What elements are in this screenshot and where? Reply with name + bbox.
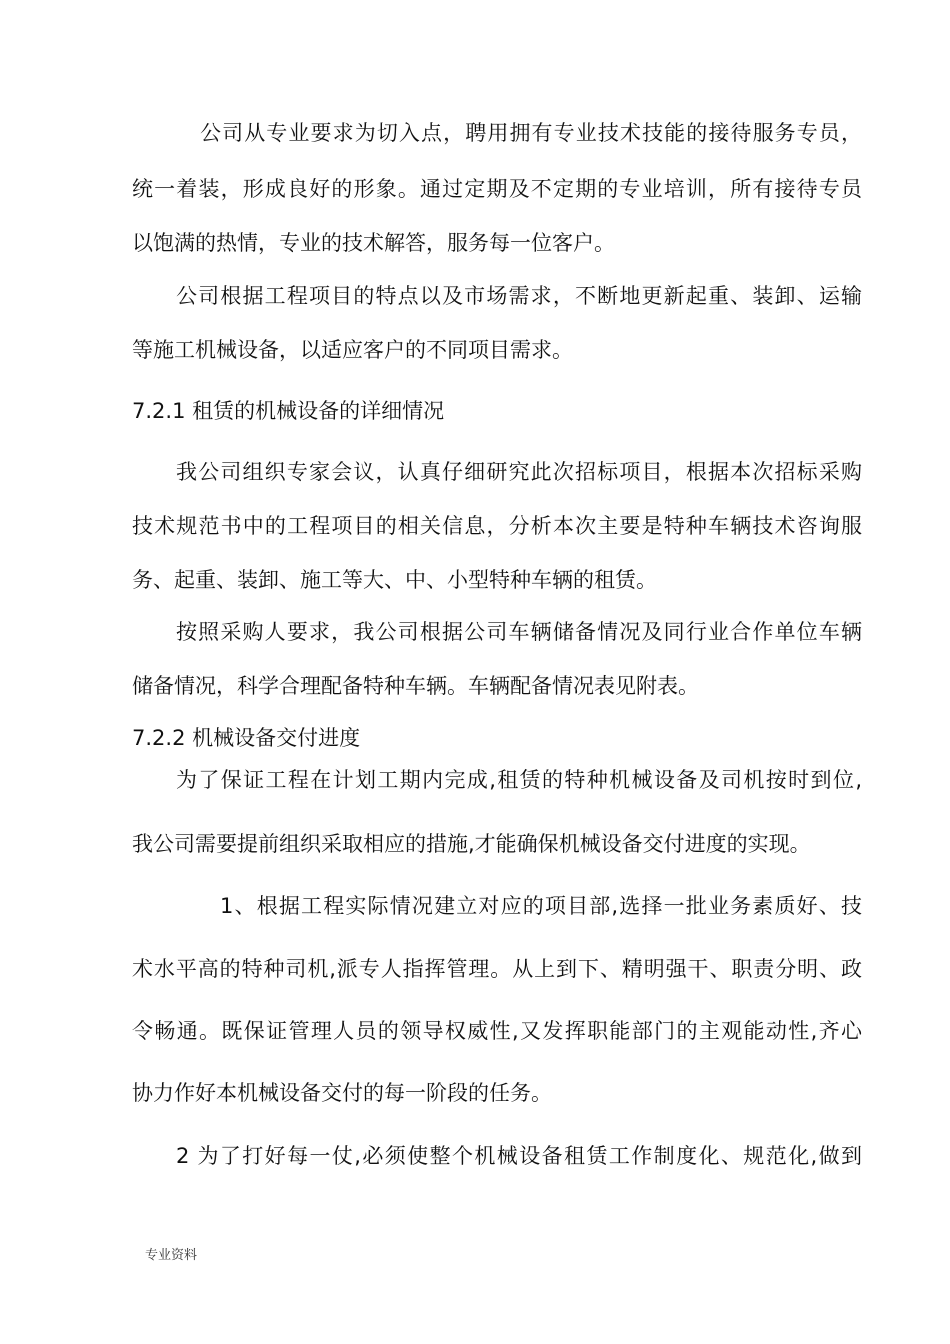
paragraph-7-line-1: 2 为了打好每一仗,必须使整个机械设备租赁工作制度化、规范化,做到 — [176, 1144, 862, 1168]
paragraph-6-line-3: 令畅通。既保证管理人员的领导权威性,又发挥职能部门的主观能动性,齐心 — [132, 1019, 862, 1043]
paragraph-3-line-3: 务、起重、装卸、施工等大、中、小型特种车辆的租赁。 — [132, 568, 657, 592]
paragraph-4-line-2: 储备情况，科学合理配备特种车辆。车辆配备情况表见附表。 — [132, 674, 699, 698]
paragraph-5-line-2: 我公司需要提前组织采取相应的措施,才能确保机械设备交付进度的实现。 — [132, 832, 811, 856]
paragraph-6-line-1: 1、根据工程实际情况建立对应的项目部,选择一批业务素质好、技 — [220, 894, 862, 918]
page-footer-label: 专业资料 — [145, 1248, 198, 1263]
paragraph-5-line-1: 为了保证工程在计划工期内完成,租赁的特种机械设备及司机按时到位, — [176, 768, 862, 792]
section-heading-7-2-1: 7.2.1 租赁的机械设备的详细情况 — [132, 399, 445, 423]
paragraph-6-line-4: 协力作好本机械设备交付的每一阶段的任务。 — [132, 1081, 552, 1105]
paragraph-4-line-1: 按照采购人要求，我公司根据公司车辆储备情况及同行业合作单位车辆 — [176, 620, 862, 644]
section-heading-7-2-2: 7.2.2 机械设备交付进度 — [132, 726, 361, 750]
paragraph-3-line-1: 我公司组织专家会议，认真仔细研究此次招标项目，根据本次招标采购 — [176, 460, 862, 484]
paragraph-3-line-2: 技术规范书中的工程项目的相关信息，分析本次主要是特种车辆技术咨询服 — [132, 514, 862, 538]
paragraph-1-line-2: 统一着装，形成良好的形象。通过定期及不定期的专业培训，所有接待专员 — [132, 177, 862, 201]
paragraph-6-line-2: 术水平高的特种司机,派专人指挥管理。从上到下、精明强干、职责分明、政 — [132, 957, 862, 981]
paragraph-2-line-2: 等施工机械设备，以适应客户的不同项目需求。 — [132, 338, 573, 362]
paragraph-1-line-1: 公司从专业要求为切入点，聘用拥有专业技术技能的接待服务专员， — [200, 121, 862, 145]
paragraph-1-line-3: 以饱满的热情，专业的技术解答，服务每一位客户。 — [132, 231, 615, 255]
paragraph-2-line-1: 公司根据工程项目的特点以及市场需求，不断地更新起重、装卸、运输 — [176, 284, 862, 308]
